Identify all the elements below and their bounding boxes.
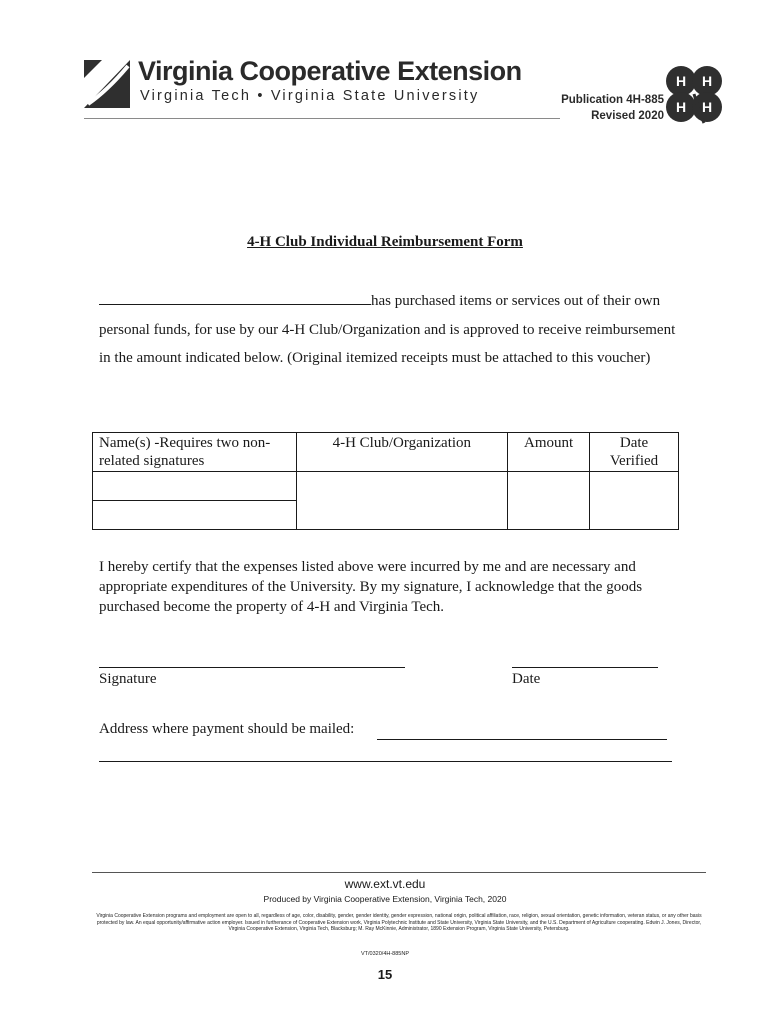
- header-names: Name(s) -Requires two non-related signatures: [93, 433, 297, 472]
- clover-letter-2: H: [701, 73, 713, 89]
- footer-divider: [92, 872, 706, 873]
- clover-letter-3: H: [675, 99, 687, 115]
- form-title: 4-H Club Individual Reimbursement Form: [247, 234, 523, 250]
- footer-legal: Virginia Cooperative Extension programs and employment are open to all, regardless of age, color, disability, gender, gender identity, gender expression, national origin, political affiliation, race, religion, sexual orientation, genetic information, veteran status, or any other basis protected by law. An equal opportunity/affirmative action employer. Issued in furtherance of Cooperative Extension work, Virginia Polytechnic Institute and State University, Virginia State University, and the U.S. Department of Agriculture cooperating. Edwin J. Jones, Director, Virginia Cooperative Extension, Virginia Tech, Blacksburg; M. Ray McKinnie, Administrator, 1890 Extension Program, Virginia State University, Petersburg.: [96, 913, 702, 933]
- footer-url[interactable]: www.ext.vt.edu: [344, 877, 426, 891]
- purchaser-name-field[interactable]: [99, 288, 371, 305]
- address-line-1[interactable]: [377, 726, 667, 740]
- 4h-clover-logo: [664, 64, 724, 124]
- page-header: [84, 58, 724, 128]
- publication-number: Publication 4H-885: [561, 94, 664, 106]
- header-club: 4-H Club/Organization: [296, 433, 508, 472]
- footer-produced: Produced by Virginia Cooperative Extension, Virginia Tech, 2020: [263, 894, 507, 904]
- certification-text: I hereby certify that the expenses listed above were incurred by me and are necessary and appropriate expenditures of the University. By my signature, I acknowledge that the goods purchased become the property of 4-H and Virginia Tech.: [99, 559, 643, 615]
- page-number: 15: [377, 967, 393, 982]
- address-label: Address where payment should be mailed:: [99, 721, 355, 737]
- name-cell-1[interactable]: [93, 472, 297, 501]
- header-amount: Amount: [508, 433, 590, 472]
- intro-paragraph: [99, 287, 679, 373]
- publication-info: [561, 92, 664, 124]
- table-header-row: [93, 433, 679, 472]
- universities-line: Virginia Tech • Virginia State University: [140, 88, 480, 104]
- address-line-2[interactable]: [99, 748, 672, 762]
- vce-v-logo: [84, 60, 130, 108]
- amount-cell[interactable]: [508, 472, 590, 530]
- clover-letter-1: H: [675, 73, 687, 89]
- club-cell[interactable]: [296, 472, 508, 530]
- header-divider: [84, 118, 560, 119]
- publication-code: VT/0320/4H-885NP: [361, 951, 409, 957]
- name-cell-2[interactable]: [93, 501, 297, 530]
- header-date-verified: Date Verified: [590, 433, 679, 472]
- date-verified-cell[interactable]: [590, 472, 679, 530]
- date-line[interactable]: [512, 654, 658, 668]
- date-label: Date: [512, 671, 541, 687]
- reimbursement-table: [92, 432, 679, 530]
- signature-label: Signature: [99, 671, 157, 687]
- signature-line[interactable]: [99, 654, 405, 668]
- table-row: [93, 472, 679, 501]
- intro-text: has purchased items or services out of their own personal funds, for use by our 4-H Club/Organization and is approved to receive reimbursement in the amount indicated below. (Original itemized receipts must be attached to this voucher): [99, 293, 676, 366]
- org-name: Virginia Cooperative Extension: [138, 56, 522, 86]
- clover-letter-4: H: [701, 99, 713, 115]
- revised-date: Revised 2020: [591, 110, 664, 122]
